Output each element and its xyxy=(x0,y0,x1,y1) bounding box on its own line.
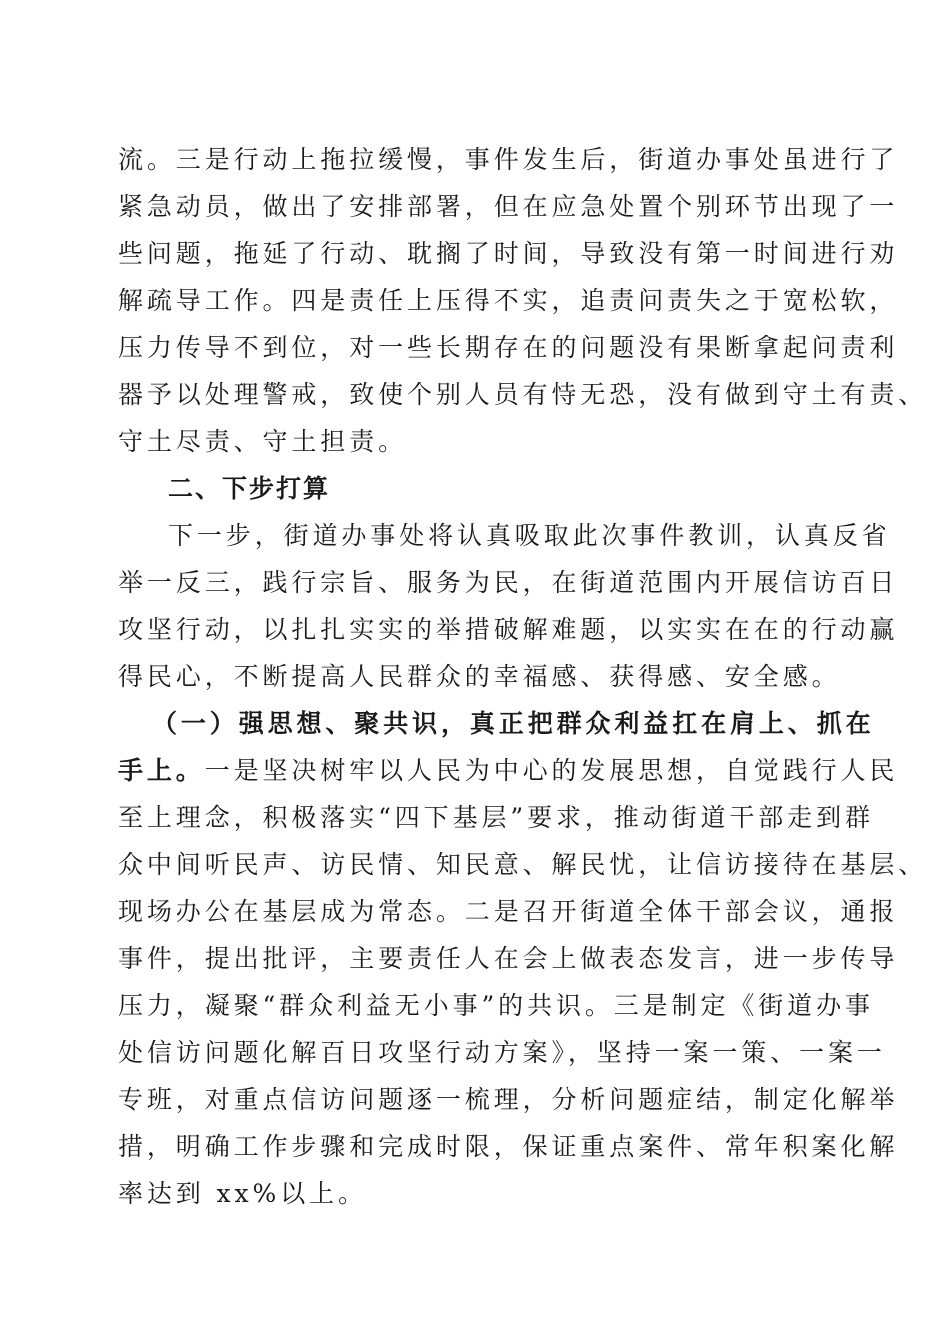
paragraph-line: 至上理念，积极落实“四下基层”要求，推动街道干部走到群 xyxy=(118,803,874,832)
paragraph-line: 处信访问题化解百日攻坚行动方案》，坚持一案一策、一案一 xyxy=(118,1038,886,1067)
paragraph-line: 下一步，街道办事处将认真吸取此次事件教训，认真反省 xyxy=(168,521,891,550)
section-heading: 二、下步打算 xyxy=(168,474,331,503)
subsection-heading-continuation: 手上。 xyxy=(118,756,205,785)
paragraph-line: 措，明确工作步骤和完成时限，保证重点案件、常年积案化解 xyxy=(118,1132,899,1161)
paragraph-line: 事件，提出批评，主要责任人在会上做表态发言，进一步传导 xyxy=(118,944,899,973)
paragraph-line: 器予以处理警戒，致使个别人员有恃无恐，没有做到守土有责、 xyxy=(118,380,928,409)
paragraph-line: 解疏导工作。四是责任上压得不实，追责问责失之于宽松软， xyxy=(118,286,899,315)
paragraph-line: 举一反三，践行宗旨、服务为民，在街道范围内开展信访百日 xyxy=(118,568,899,597)
paragraph-line: 压力传导不到位，对一些长期存在的问题没有果断拿起问责利 xyxy=(118,333,899,362)
subsection-heading: （一）强思想、聚共识，真正把群众利益扛在肩上、抓在 xyxy=(152,709,875,738)
paragraph-line: 些问题，拖延了行动、耽搁了时间，导致没有第一时间进行劝 xyxy=(118,239,899,268)
paragraph-line: 得民心，不断提高人民群众的幸福感、获得感、安全感。 xyxy=(118,662,841,691)
paragraph-line: 攻坚行动，以扎扎实实的举措破解难题，以实实在在的行动赢 xyxy=(118,615,899,644)
paragraph-line-text: 一是坚决树牢以人民为中心的发展思想，自觉践行人民 xyxy=(204,756,899,785)
paragraph-line: 现场办公在基层成为常态。二是召开街道全体干部会议，通报 xyxy=(118,897,899,926)
paragraph-line: 专班，对重点信访问题逐一梳理，分析问题症结，制定化解举 xyxy=(118,1085,899,1114)
paragraph-line: 众中间听民声、访民情、知民意、解民忧，让信访接待在基层、 xyxy=(118,850,928,879)
paragraph-line: 流。三是行动上拖拉缓慢，事件发生后，街道办事处虽进行了 xyxy=(118,145,899,174)
paragraph-line: 紧急动员，做出了安排部署，但在应急处置个别环节出现了一 xyxy=(118,192,899,221)
paragraph-line-mixed xyxy=(118,756,898,786)
paragraph-line: 守土尽责、守土担责。 xyxy=(118,427,408,456)
paragraph-line: 率达到 xx%以上。 xyxy=(118,1179,367,1208)
paragraph-line: 压力，凝聚“群众利益无小事”的共识。三是制定《街道办事 xyxy=(118,991,874,1020)
